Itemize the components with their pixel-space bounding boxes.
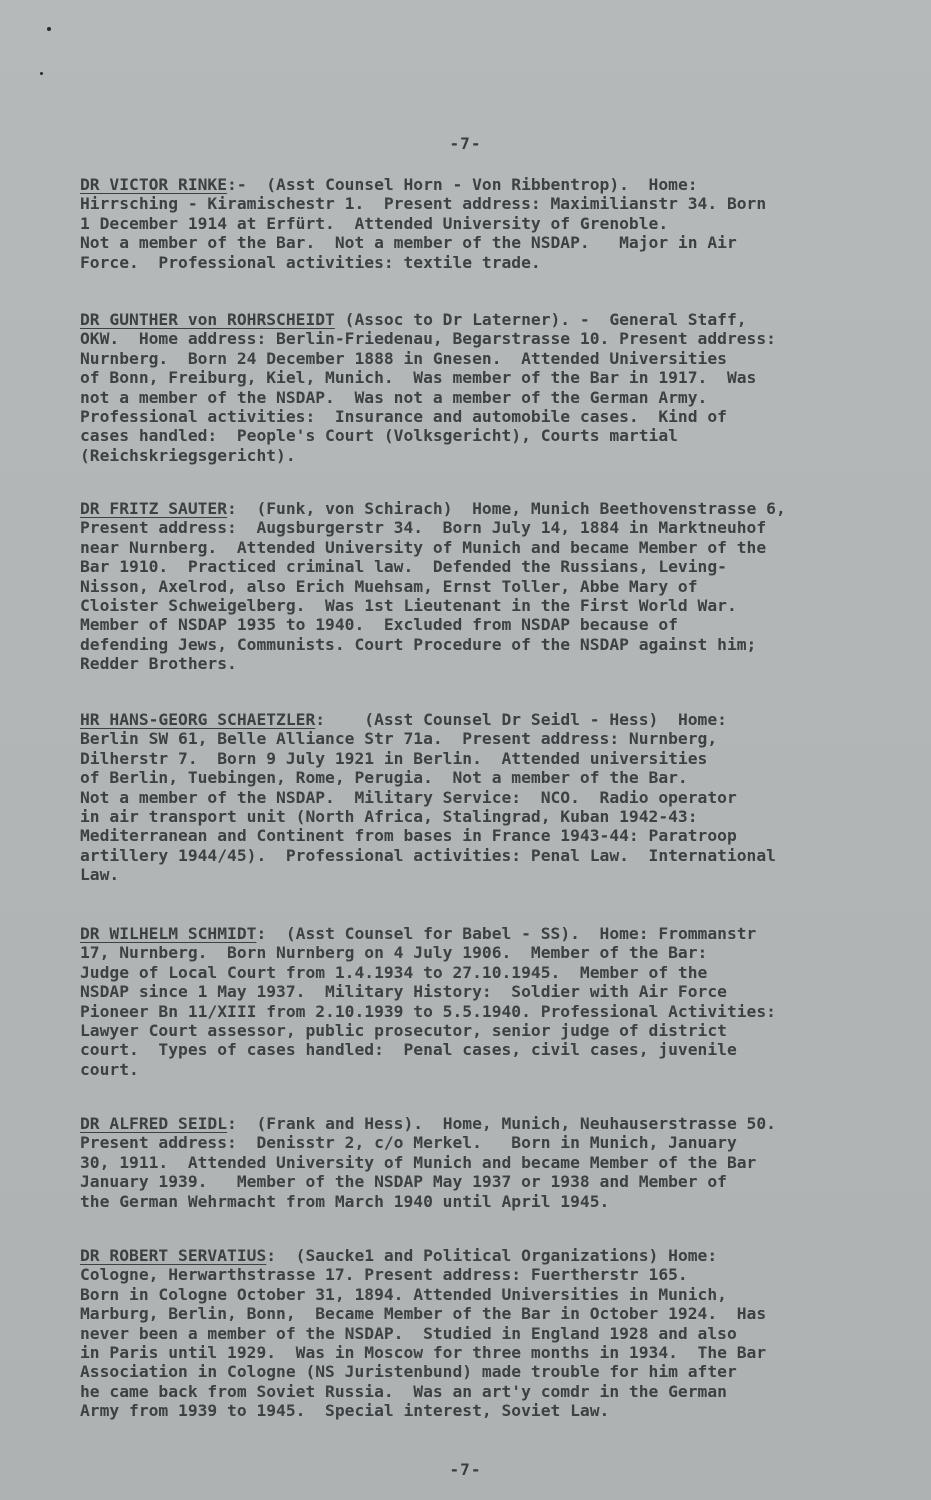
entry-line: Association in Cologne (NS Juristenbund) made trouble for him after (80, 1362, 737, 1382)
entry-line: Not a member of the Bar. Not a member of the NSDAP. Major in Air (80, 233, 737, 253)
entry-line: DR WILHELM SCHMIDT: (Asst Counsel for Babel - SS). Home: Frommanstr (80, 924, 757, 943)
entry-line: DR VICTOR RINKE:- (Asst Counsel Horn - Von Ribbentrop). Home: (80, 175, 698, 194)
entry-line: near Nurnberg. Attended University of Munich and became Member of the (80, 537, 767, 557)
entry-line: Not a member of the NSDAP. Military Service: NCO. Radio operator (80, 787, 737, 807)
entry-line: Member of NSDAP 1935 to 1940. Excluded from NSDAP because of (80, 615, 678, 635)
entry-line: cases handled: People's Court (Volksgericht), Courts martial (80, 426, 678, 446)
entry-line: artillery 1944/45). Professional activities: Penal Law. International (80, 845, 776, 865)
entry-line: Nurnberg. Born 24 December 1888 in Gnesen. Attended Universities (80, 348, 727, 368)
entry-line: of Bonn, Freiburg, Kiel, Munich. Was member of the Bar in 1917. Was (80, 368, 757, 388)
entry-alfred-seidl (80, 1114, 900, 1211)
entry-line: Dilherstr 7. Born 9 July 1921 in Berlin. Attended universities (80, 748, 708, 768)
entry-line: Redder Brothers. (80, 654, 237, 674)
entry-line: DR GUNTHER von ROHRSCHEIDT (Assoc to Dr Laterner). - General Staff, (80, 310, 747, 329)
attorney-name: DR GUNTHER von ROHRSCHEIDT (80, 310, 335, 329)
entry-wilhelm-schmidt (80, 924, 900, 1079)
entry-line: January 1939. Member of the NSDAP May 1937 or 1938 and Member of (80, 1172, 727, 1192)
entry-line: Bar 1910. Practiced criminal law. Defended the Russians, Leving- (80, 557, 727, 577)
entry-line: Born in Cologne October 31, 1894. Attended Universities in Munich, (80, 1284, 727, 1304)
entry-robert-servatius (80, 1246, 900, 1421)
entry-line: defending Jews, Communists. Court Procedure of the NSDAP against him; (80, 634, 757, 654)
entry-line: the German Wehrmacht from March 1940 until April 1945. (80, 1191, 610, 1211)
entry-line: 30, 1911. Attended University of Munich and became Member of the Bar (80, 1152, 757, 1172)
entry-fritz-sauter (80, 499, 900, 674)
punch-hole-mark (47, 27, 51, 31)
entry-line: Cloister Schweigelberg. Was 1st Lieutenant in the First World War. (80, 595, 737, 615)
entry-line: (Reichskriegsgericht). (80, 445, 296, 465)
entry-line: HR HANS-GEORG SCHAETZLER: (Asst Counsel Dr Seidl - Hess) Home: (80, 710, 727, 729)
entry-line: Law. (80, 865, 120, 885)
entry-line: 1 December 1914 at Erfürt. Attended University of Grenoble. (80, 213, 669, 233)
entry-line: Mediterranean and Continent from bases in France 1943-44: Paratroop (80, 826, 737, 846)
entry-line: NSDAP since 1 May 1937. Military History: Soldier with Air Force (80, 982, 727, 1002)
page-number-footer: -7- (449, 1460, 482, 1479)
attorney-name: DR FRITZ SAUTER (80, 499, 228, 518)
entry-line: in Paris until 1929. Was in Moscow for three months in 1934. The Bar (80, 1342, 767, 1362)
entry-line: Cologne, Herwarthstrasse 17. Present address: Fuertherstr 165. (80, 1265, 688, 1285)
entry-line: Present address: Augsburgerstr 34. Born July 14, 1884 in Marktneuhof (80, 518, 767, 538)
entry-line: OKW. Home address: Berlin-Friedenau, Begarstrasse 10. Present address: (80, 329, 776, 349)
entry-line: Judge of Local Court from 1.4.1934 to 27.10.1945. Member of the (80, 962, 708, 982)
entry-line: Professional activities: Insurance and automobile cases. Kind of (80, 406, 727, 426)
entry-victor-rinke (80, 175, 900, 272)
entry-hans-georg-schaetzler (80, 710, 900, 885)
entry-line: DR FRITZ SAUTER: (Funk, von Schirach) Home, Munich Beethovenstrasse 6, (80, 499, 786, 518)
entry-line: 17, Nurnberg. Born Nurnberg on 4 July 1906. Member of the Bar: (80, 943, 708, 963)
entry-line: Berlin SW 61, Belle Alliance Str 71a. Present address: Nurnberg, (80, 729, 718, 749)
entry-line: Pioneer Bn 11/XIII from 2.10.1939 to 5.5.1940. Professional Activities: (80, 1001, 776, 1021)
entry-line: Army from 1939 to 1945. Special interest, Soviet Law. (80, 1401, 610, 1421)
entry-line: in air transport unit (North Africa, Stalingrad, Kuban 1942-43: (80, 806, 698, 826)
attorney-name: DR ROBERT SERVATIUS (80, 1246, 267, 1265)
entry-line: Marburg, Berlin, Bonn, Became Member of the Bar in October 1924. Has (80, 1304, 767, 1324)
entry-line: of Berlin, Tuebingen, Rome, Perugia. Not a member of the Bar. (80, 768, 688, 788)
page-number-header: -7- (449, 134, 482, 153)
entry-line: Present address: Denisstr 2, c/o Merkel. Born in Munich, January (80, 1133, 737, 1153)
entry-line: DR ROBERT SERVATIUS: (Saucke1 and Political Organizations) Home: (80, 1246, 718, 1265)
punch-hole-mark (40, 72, 43, 75)
entry-line: Hirrsching - Kiramischestr 1. Present address: Maximilianstr 34. Born (80, 194, 767, 214)
attorney-name: HR HANS-GEORG SCHAETZLER (80, 710, 316, 729)
attorney-name: DR ALFRED SEIDL (80, 1114, 228, 1133)
attorney-name: DR WILHELM SCHMIDT (80, 924, 257, 943)
entry-line: Nisson, Axelrod, also Erich Muehsam, Ernst Toller, Abbe Mary of (80, 576, 698, 596)
entry-line: DR ALFRED SEIDL: (Frank and Hess). Home, Munich, Neuhauserstrasse 50. (80, 1114, 776, 1133)
entry-line: never been a member of the NSDAP. Studied in England 1928 and also (80, 1323, 737, 1343)
entry-line: Lawyer Court assessor, public prosecutor, senior judge of district (80, 1020, 727, 1040)
entry-line: not a member of the NSDAP. Was not a member of the German Army. (80, 387, 708, 407)
entry-line: Force. Professional activities: textile trade. (80, 252, 541, 272)
entry-line: he came back from Soviet Russia. Was an art'y comdr in the German (80, 1381, 727, 1401)
attorney-name: DR VICTOR RINKE (80, 175, 228, 194)
entry-line: court. (80, 1059, 139, 1079)
entry-line: court. Types of cases handled: Penal cases, civil cases, juvenile (80, 1040, 737, 1060)
entry-gunther-von-rohrscheidt (80, 310, 900, 465)
